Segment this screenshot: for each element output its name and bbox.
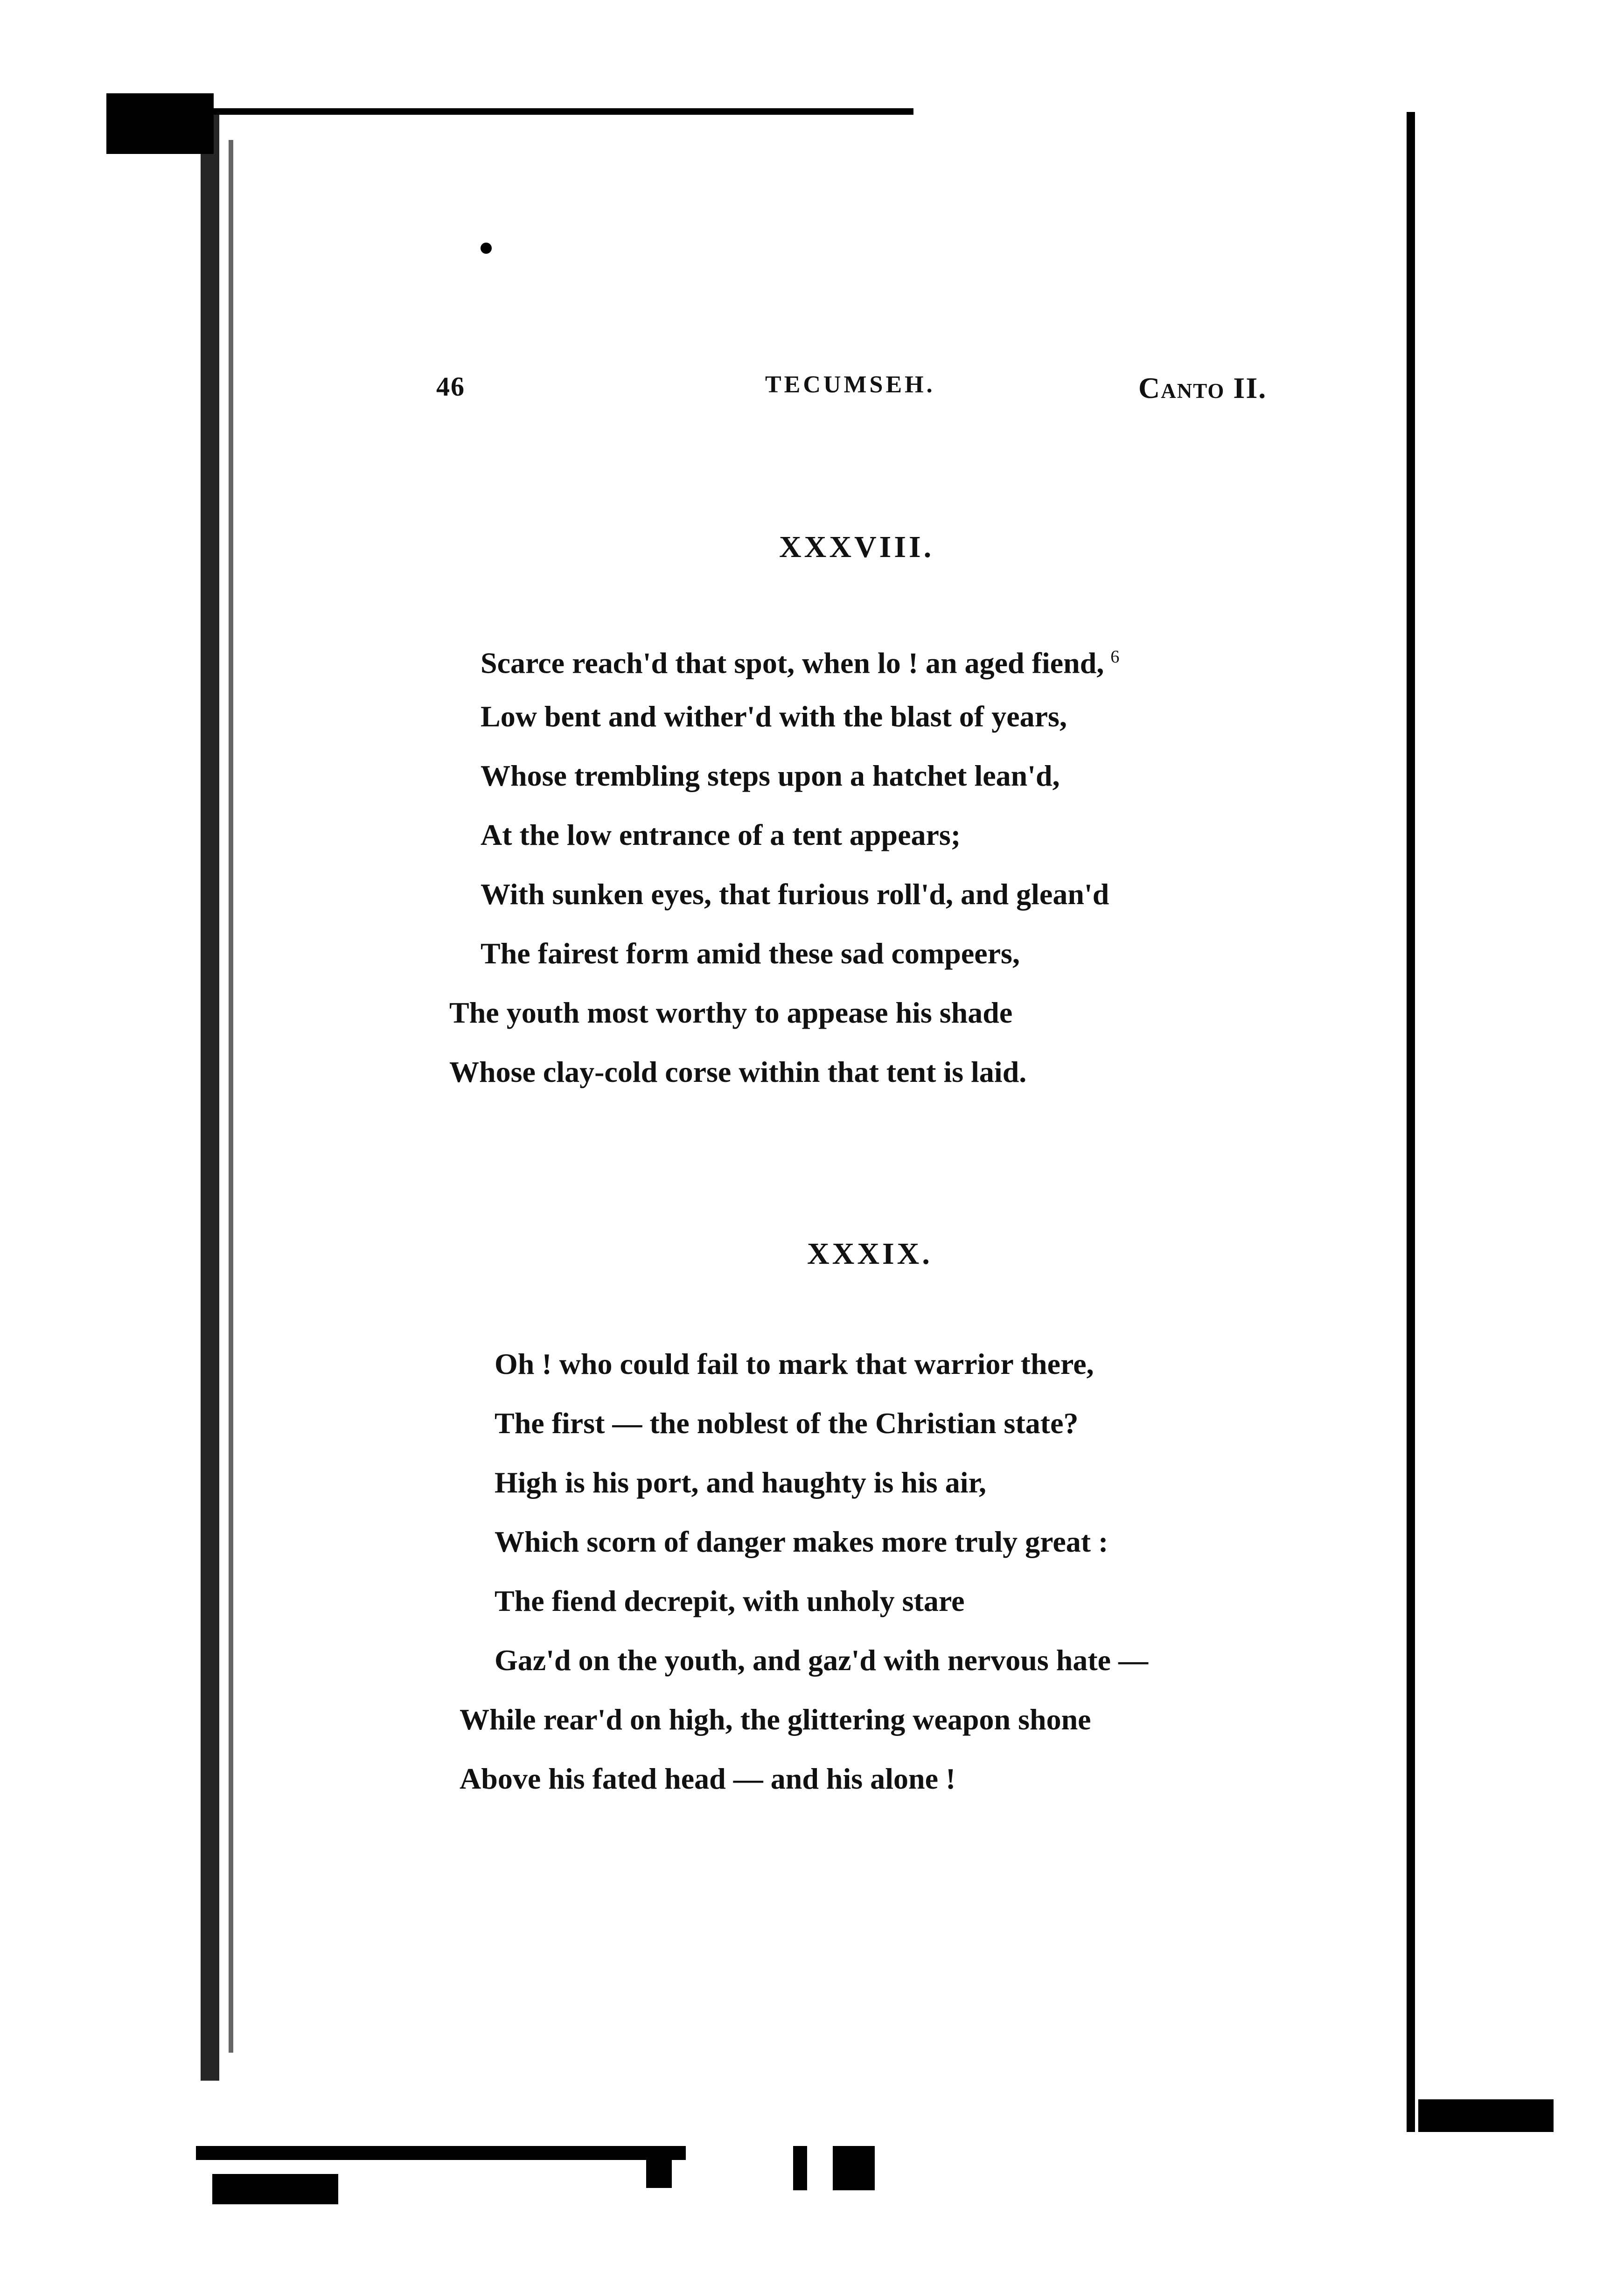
scan-speck (481, 243, 492, 254)
scan-border-bottom-left (212, 2174, 338, 2204)
stanza-numeral: XXXVIII. (779, 530, 934, 564)
scan-border-top-left (106, 93, 214, 154)
verse-line: Above his fated head — and his alone ! (460, 1762, 956, 1795)
scan-border-left (201, 112, 219, 2081)
scan-border-bottom (196, 2146, 686, 2160)
verse-line: At the low entrance of a tent appears; (481, 818, 961, 851)
verse-line: The fiend decrepit, with unholy stare (495, 1584, 965, 1617)
verse-line: The first — the noblest of the Christian state? (495, 1407, 1079, 1440)
verse-line: Whose clay-cold corse within that tent is laid. (449, 1055, 1027, 1088)
verse-line: Low bent and wither'd with the blast of years, (481, 700, 1067, 733)
verse-line: High is his port, and haughty is his air, (495, 1466, 986, 1499)
verse-line: With sunken eyes, that furious roll'd, and glean'd (481, 878, 1109, 911)
verse-line: Scarce reach'd that spot, when lo ! an aged fiend, $^6$ (481, 646, 1120, 680)
footnote-reference: 6 (1110, 647, 1120, 667)
scan-border-right (1407, 112, 1415, 2132)
verse-line: Gaz'd on the youth, and gaz'd with nervous hate — (495, 1644, 1149, 1677)
verse-line: The youth most worthy to appease his shade (449, 996, 1013, 1029)
scan-mark-bottom-3 (833, 2146, 875, 2190)
page-number: 46 (436, 371, 465, 402)
canto-label: Canto II. (1138, 371, 1267, 404)
scan-border-left-inner (229, 140, 233, 2053)
scan-border-right-base (1418, 2099, 1554, 2132)
scan-mark-bottom-1 (646, 2146, 672, 2188)
verse-line: Whose trembling steps upon a hatchet lean'd, (481, 759, 1060, 792)
scan-border-top (214, 108, 913, 115)
scan-mark-bottom-2 (793, 2146, 807, 2190)
verse-line: The fairest form amid these sad compeers, (481, 937, 1020, 970)
verse-line: Oh ! who could fail to mark that warrior there, (495, 1347, 1094, 1380)
running-title: TECUMSEH. (765, 371, 935, 398)
verse-line: Which scorn of danger makes more truly great : (495, 1525, 1108, 1558)
verse-line: While rear'd on high, the glittering weapon shone (460, 1703, 1091, 1736)
stanza-numeral: XXXIX. (807, 1237, 933, 1271)
